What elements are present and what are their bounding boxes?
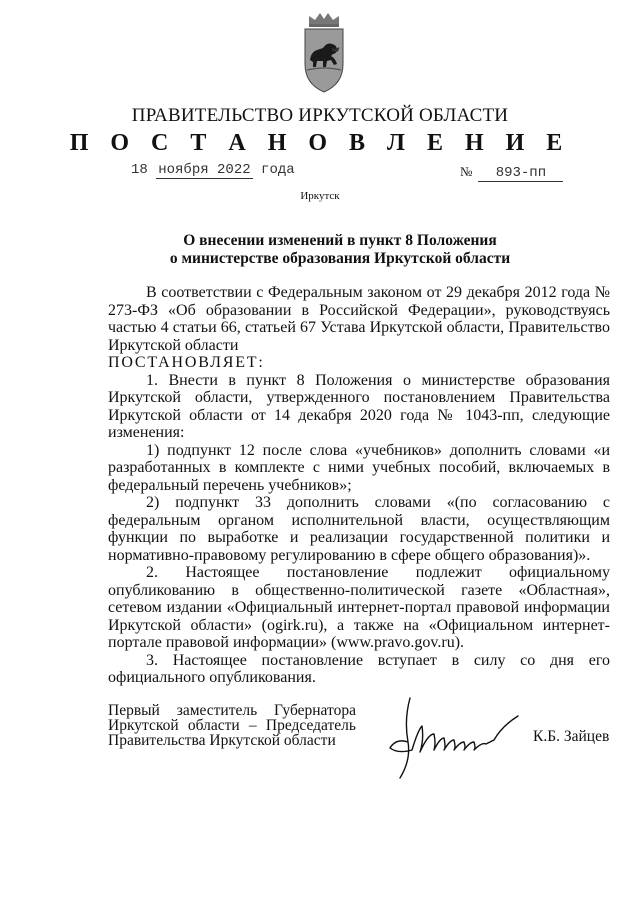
document-body [108,284,610,687]
signatory-title [108,703,356,748]
document-date [131,162,295,179]
item-1-paragraph: 1. Внести в пункт 8 Положения о министерстве образования Иркутской области, утвержденного постановлением Правительства Иркутской области от 14 декабря 2020 года № 1043-пп, следующие изменения: [108,371,610,441]
signatory-name: К.Б. Зайцев [533,728,610,745]
item-3-paragraph: 3. Настоящее постановление вступает в силу со дня его официального опубликования. [108,651,610,686]
document-type-heading: П О С Т А Н О В Л Е Н И Е [69,130,571,156]
resolves-heading: ПОСТАНОВЛЯЕТ: [108,354,265,371]
signatory-title-line-1: Первый заместитель Губернатора [108,702,356,719]
government-title: ПРАВИТЕЛЬСТВО ИРКУТСКОЙ ОБЛАСТИ [131,105,509,126]
handwritten-signature-icon [378,690,528,785]
signatory-title-line-2: Иркутской области – Председатель [108,717,356,734]
number-label: № [460,164,473,179]
document-subject [160,232,520,268]
item-1-1-paragraph: 1) подпункт 12 после слова «учебников» дополнить словами «и разработанных в комплекте с ними учебных пособий, включаемых в федеральный перечень учебников»; [108,441,610,494]
item-2-paragraph: 2. Настоящее постановление подлежит официальному опубликованию в общественно-политической газете «Областная», сетевом издании «Официальный интернет-портал правовой информации Иркутской области» (ogirk.ru), а также на «Официальном интернет-портале правовой информации» (www.pravo.gov.ru). [108,564,610,651]
date-suffix: года [261,162,295,178]
number-value: 893-пп [478,165,563,182]
coat-of-arms-icon [301,12,347,94]
signatory-title-line-3: Правительства Иркутской области [108,732,336,749]
preamble-paragraph: В соответствии с Федеральным законом от 29 декабря 2012 года № 273-ФЗ «Об образовании в Российской Федерации», руководствуясь частью 4 статьи 66, статьей 67 Устава Иркутской области, Правительство Иркутской области [108,284,610,354]
item-1-2-paragraph: 2) подпункт 33 дополнить словами «(по согласованию с федеральным органом исполнительной власти, осуществляющим функции по выработке и реализации государственной политики и нормативно-правовому регулированию в сфере общего образования)». [108,494,610,564]
date-month-year: ноября 2022 [158,162,251,178]
subject-line-2: о министерстве образования Иркутской области [169,250,511,267]
subject-line-1: О внесении изменений в пункт 8 Положения [183,232,497,249]
date-day: 18 [131,162,148,178]
city: Иркутск [300,190,340,202]
document-number [460,164,563,182]
